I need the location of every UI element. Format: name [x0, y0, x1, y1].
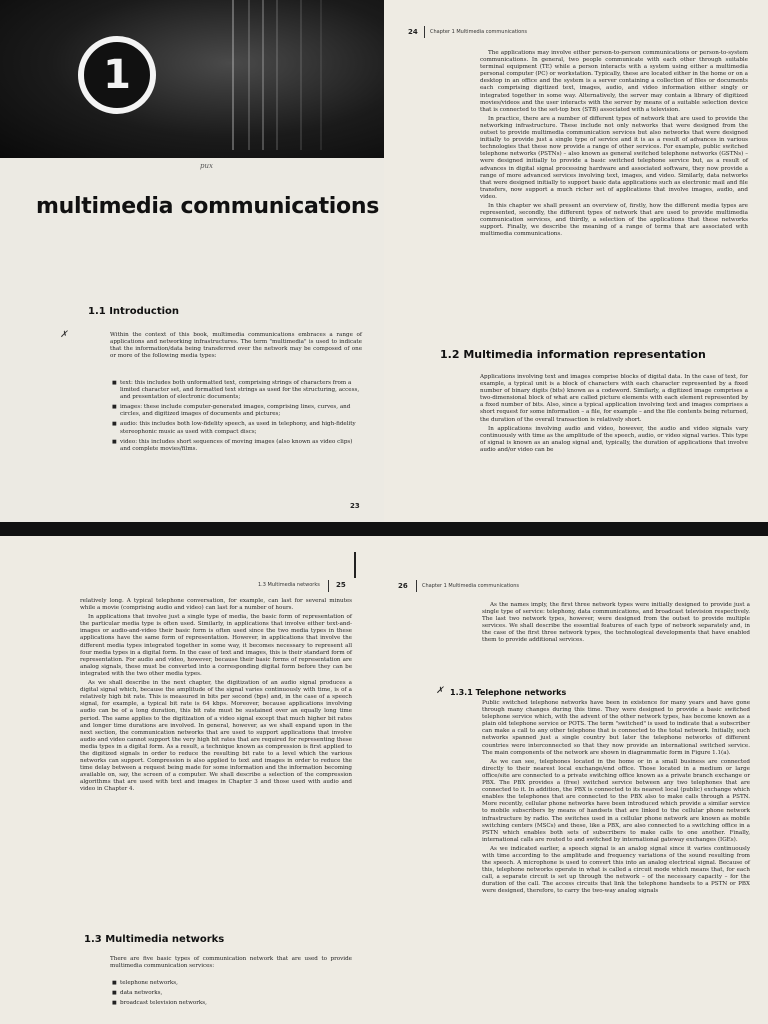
list-item: ■ audio: this includes both low-fidelity speech, as used in telephony, and high-fidelity stereophonic music as used with compact discs;: [112, 421, 362, 435]
page-number: 26: [398, 582, 408, 590]
handwritten-note: pux: [200, 162, 213, 170]
list-item: ■ images: these include computer-generated images, comprising lines, curves, and circles, and digitized images of documents and pictures;: [112, 404, 362, 418]
page-number: 24: [408, 28, 418, 36]
page-23: [0, 0, 384, 522]
media-types-list: [112, 380, 362, 456]
body-text: relatively long. A typical telephone conversation, for example, can last for several minutes while a movie (comprising audio and video) can last for a number of hours. In applications that involve just a single type of media, the basic form of representation of the particular media type is often used. Similarly, in applications that involve either text-and-images or audio-and-video their basic form is often used since the two media types in these applications have the same form of representation. However, in applications that involve the different media types integrated together in some way, it becomes necessary to represent all four media types in a digital form. In the case of text and images, this is their standard form of representation. For audio and video, however, because their basic forms of representation are analog signals, these must be converted into a corresponding digital form before they can be integrated with the two other media types. As we shall describe in the next chapter, the digitization of an audio signal produces a digital signal which, because the amplitude of the signal varies continuously with time, is of a relatively high bit rate. This is measured in bits per second (bps) and, in the case of a speech signal, for example, a typical bit rate is 64 kbps. Moreover, because applications involving audio can be of a long duration, this bit rate must be sustained over an equally long time period. The same applies to the digitization of a video signal except that much higher bit rates and longer time durations are involved. In general, however, as we shall expand upon in the next section, the communication networks that are used to support applications that involve audio and video cannot support the very high bit rates that are required for representing these media types in a digital form. As a result, a technique known as compression is first applied to the digitized signals in order to reduce the resulting bit rate to a level which the various networks can support. Compression is also applied to text and images in order to reduce the time delay between a request being made for some information and the information becoming available on, say, the screen of a computer. We shall describe a selection of the compression algorithms that are used with text and images in Chapter 3 and those used with audio and video in Chapter 4.: [80, 598, 352, 793]
network-types-list: [112, 980, 352, 1010]
pen-mark: ✗: [436, 686, 444, 696]
page-number: 25: [336, 581, 346, 589]
running-head: Chapter 1 Multimedia communications: [422, 583, 520, 589]
page-24: [384, 0, 768, 522]
margin-bar: [354, 552, 356, 578]
chapter-title: multimedia communications: [36, 194, 380, 219]
section-heading-1-1: 1.1 Introduction: [88, 306, 180, 317]
page-25: [0, 536, 384, 1024]
chapter-banner-image: [0, 0, 384, 158]
list-item: ■ text: this includes both unformatted text, comprising strings of characters from a limited character set, and formatted text strings as used for the structuring, access, and presentation of electronic documents;: [112, 380, 362, 401]
page-gap: [0, 522, 768, 536]
body-text: As the names imply, the first three network types were initially designed to provide just a single type of service: telephony, data communications, and broadcast television respectively. The last two network types, however, were designed from the outset to provide multiple services. We shall describe the essential features of each type of network separately and, in the case of the first three network types, the technological developments that have enabled them to provide additional services.: [482, 602, 750, 644]
page-number: 23: [350, 502, 360, 510]
intro-paragraph: There are five basic types of communication network that are used to provide multimedia communication services:: [110, 956, 352, 970]
body-text: The applications may involve either person-to-person communications or person-to-system communications. In general, two people communicate with each other through suitable terminal equipment (TE) while a person interacts with a system using either a multimedia personal computer (PC) or workstation. Typically, these are located either in the home or on a desktop in an office and the system is a server containing a collection of files or documents each comprising digitized text, images, audio, and video information either singly or integrated together in some way. Alternatively, the server may contain a library of digitized movies/videos and the user interacts with the server by means of a suitable selection device that is connected to the set-top box (STB) associated with a television. In practice, there are a number of different types of network that are used to provide the networking infrastructure. These include not only networks that were designed from the outset to provide multimedia communication services but also networks that were designed initially to provide just a single type of service and it is as a result of advances in various technologies that these now provide a range of other services. For example, public switched telephone networks (PSTNs) – also known as general switched telephone networks (GSTNs) – were designed initially to provide a basic switched telephone service but, as a result of advances in digital signal processing hardware and associated software, they now provide a range of more advanced services involving text, images, and video. Similarly, data networks that were designed initially to support basic data applications such as electronic mail and file transfers, now support a much richer set of applications that involve images, audio, and video. In this chapter we shall present an overview of, firstly, how the different media types are represented, secondly, the different types of network that are used to provide multimedia communication services, and thirdly, a selection of the applications that these networks support. Finally, we describe the meaning of a range of terms that are associated with multimedia communications.: [480, 50, 748, 238]
subsection-heading-1-3-1: 1.3.1 Telephone networks: [450, 688, 567, 697]
section-heading-1-3: 1.3 Multimedia networks: [84, 934, 225, 945]
list-item: ■ broadcast television networks,: [112, 1000, 352, 1007]
body-text-2: Public switched telephone networks have been in existence for many years and have gone through many changes during this time. They were designed to provide a basic switched telephone service which, with the advent of the other network types, has become known as a plain old telephone service or POTS. The term "switched" is used to indicate that a subscriber can make a call to any other telephone that is connected to the total network. Initially, such networks spanned just a single country but later the telephone networks of different countries were interconnected so that they now provide an international switched service. The main components of the network are shown in diagrammatic form in Figure 1.1(a). As we can see, telephones located in the home or in a small business are connected directly to their nearest local exchange/end office. Those located in a medium or large office/site are connected to a private switching office known as a private branch exchange or PBX. The PBX provides a (free) switched service between any two telephones that are connected to it. In addition, the PBX is connected to its nearest local (public) exchange which enables the telephones that are connected to the PBX also to make calls through a PSTN. More recently, cellular phone networks have been introduced which provide a similar service to mobile subscribers by means of handsets that are linked to the cellular phone network infrastructure by radio. The switches used in a cellular phone network are known as mobile switching centers (MSCs) and these, like a PBX, are also connected to a switching office in a PSTN which enables both sets of subscribers to make calls to one another. Finally, international calls are routed to and switched by international gateway exchanges (IGEs). As we indicated earlier, a speech signal is an analog signal since it varies continuously with time according to the amplitude and frequency variations of the sound resulting from the speech. A microphone is used to convert this into an analog electrical signal. Because of this, telephone networks operate in what is called a circuit mode which means that, for each call, a separate circuit is set up through the network – of the necessary capacity – for the duration of the call. The access circuits that link the telephone handsets to a PSTN or PBX were designed, therefore, to carry the two-way analog signals: [482, 700, 750, 895]
list-item: ■ telephone networks,: [112, 980, 352, 987]
list-item: ■ video: this includes short sequences of moving images (also known as video clips) and complete movies/films.: [112, 439, 362, 453]
section-heading-1-2: 1.2 Multimedia information representation: [440, 348, 706, 361]
running-head: Chapter 1 Multimedia communications: [430, 29, 528, 35]
body-text-2: Applications involving text and images comprise blocks of digital data. In the case of text, for example, a typical unit is a block of characters with each character represented by a fixed number of binary digits (bits) known as a codeword. Similarly, a digitized image comprises a two-dimensional block of what are called picture elements with each element represented by a fixed number of bits. Also, since a typical application involving text and images comprises a short request for some information – a file, for example – and the file contents being returned, the duration of the overall transaction is relatively short. In applications involving audio and video, however, the audio and video signals vary continuously with time as the amplitude of the speech, audio, or video signal varies. This type of signal is known as an analog signal and, typically, the duration of applications that involve audio and/or video can be: [480, 374, 748, 453]
list-item: ■ data networks,: [112, 990, 352, 997]
chapter-number-badge: 1: [78, 36, 156, 114]
running-head: 1.3 Multimedia networks: [258, 582, 320, 588]
intro-paragraph: Within the context of this book, multimedia communications embraces a range of applications and networking infrastructures. The term "multimedia" is used to indicate that the information/data being transferred over the network may be composed of one or more of the following media types:: [110, 332, 362, 360]
pen-mark: ✗: [60, 330, 68, 340]
page-26: [384, 536, 768, 1024]
